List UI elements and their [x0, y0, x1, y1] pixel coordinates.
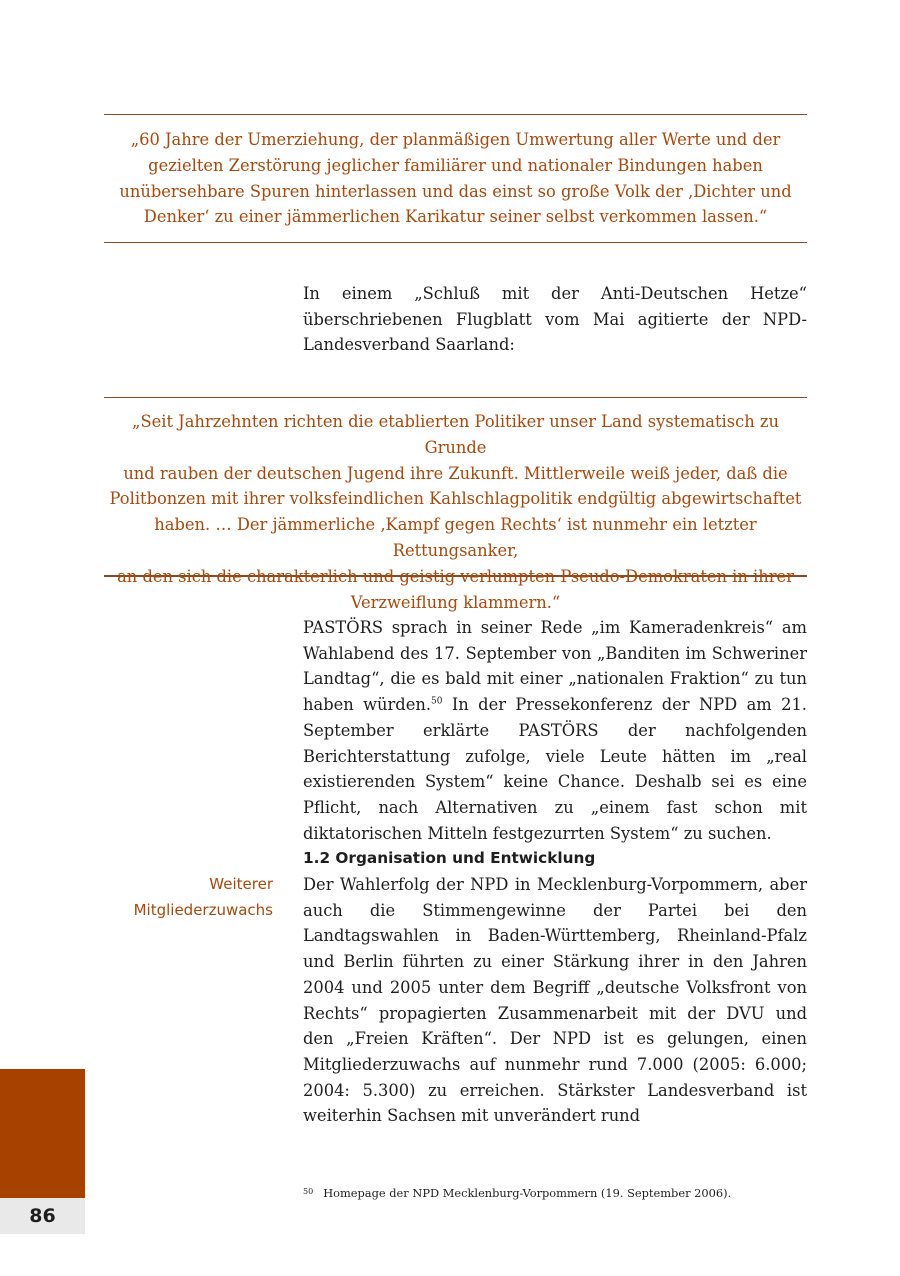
quote-line: gezielten Zerstörung jeglicher familiärer und nationaler Bindungen haben	[148, 155, 763, 175]
quote-block-1	[104, 114, 807, 243]
footnote-reference[interactable]: 50	[431, 696, 443, 707]
margin-note-line: Mitgliederzuwachs	[133, 900, 273, 919]
quote-line: haben. … Der jämmerliche ‚Kampf gegen Rechts‘ ist nunmehr ein letzter Rettungsanker,	[154, 515, 757, 560]
footnote-text: Homepage der NPD Mecklenburg-Vorpommern (19. September 2006).	[323, 1186, 732, 1200]
quote-line: unübersehbare Spuren hinterlassen und das einst so große Volk der ‚Dichter und	[119, 181, 792, 201]
paragraph-pastoers	[303, 615, 807, 846]
quote-block-2	[104, 397, 807, 612]
footnote-number: 50	[303, 1187, 314, 1196]
margin-note-line: Weiterer	[209, 875, 273, 893]
page-number: 86	[0, 1198, 85, 1234]
quote-line: Politbonzen mit ihrer volksfeindlichen Kahlschlagpolitik endgültig abgewirtschaftet	[109, 489, 802, 509]
paragraph-intro: In einem „Schluß mit der Anti-Deutschen Hetze“ überschriebenen Flugblatt vom Mai agitierte der NPD-Landesverband Saarland:	[303, 284, 807, 355]
quote-line: Denker‘ zu einer jämmerlichen Karikatur seiner selbst verkommen lassen.“	[143, 207, 768, 227]
quote-line: und rauben der deutschen Jugend ihre Zukunft. Mittlerweile weiß jeder, daß die	[123, 463, 788, 483]
paragraph-text: PASTÖRS sprach in seiner Rede „im Kameradenkreis“ am Wahlabend des 17. September von „Banditen im Schweriner Landtag“, die es bald mit einer „nationalen Fraktion“ zu tun haben würden.	[303, 618, 807, 715]
quote-line: Verzweiflung klammern.“	[350, 592, 561, 612]
footnote	[303, 1185, 807, 1201]
quote-line: „60 Jahre der Umerziehung, der planmäßigen Umwertung aller Werte und der	[130, 130, 781, 149]
paragraph-organisation: Der Wahlerfolg der NPD in Mecklenburg-Vorpommern, aber auch die Stimmengewinne der Partei bei den Landtagswahlen in Baden-Württemberg, Rheinland-Pfalz und Berlin führten zu einer Stärkung ihrer in den Jahren 2004 und 2005 unter dem Begriff „deutsche Volksfront von Rechts“ propagierten Zusammenarbeit mit der DVU und den „Freien Kräften“. Der NPD ist es gelungen, einen Mitgliederzuwachs auf nunmehr rund 7.000 (2005: 6.000; 2004: 5.300) zu erreichen. Stärkster Landesverband ist weiterhin Sachsen mit unverändert rund	[303, 875, 807, 1126]
margin-note	[73, 872, 273, 923]
paragraph-text: In der Pressekonferenz der NPD am 21. September erklärte PASTÖRS der nachfolgenden Berichterstattung zufolge, viele Leute hätten im „real existierenden System“ keine Chance. Deshalb sei es eine Pflicht, nach Alternativen zu „einem fast schon mit diktatorischen Mitteln festgezurrten System“ zu suchen.	[303, 695, 807, 843]
side-color-block	[0, 1069, 85, 1198]
quote-line: „Seit Jahrzehnten richten die etablierten Politiker unser Land systematisch zu Grunde	[132, 412, 779, 457]
quote-line: an den sich die charakterlich und geistig verlumpten Pseudo-Demokraten in ihrer	[117, 566, 794, 586]
section-heading: 1.2 Organisation und Entwicklung	[303, 849, 596, 867]
